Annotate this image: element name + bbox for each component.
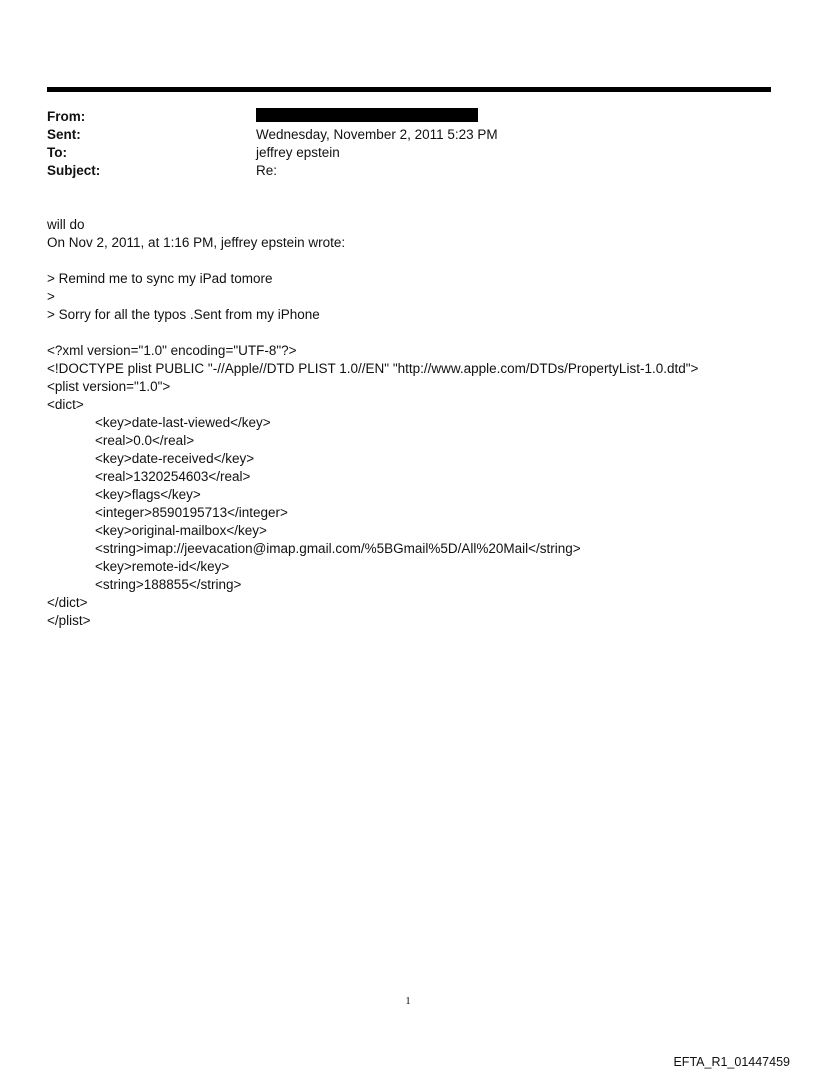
email-header [47,108,767,180]
reply-text: will do [47,217,85,232]
subject-row [47,162,767,180]
plist-close: </plist> [47,613,91,628]
doctype-line: <!DOCTYPE plist PUBLIC "-//Apple//DTD PLIST 1.0//EN" "http://www.apple.com/DTDs/PropertyList-1.0.dtd"> [47,361,699,376]
dict-entry: <string>imap://jeevacation@imap.gmail.com/%5BGmail%5D/All%20Mail</string> [95,541,581,556]
subject-value: Re: [256,163,278,178]
from-row [47,108,767,126]
quoted-line: > [47,289,55,304]
quote-intro: On Nov 2, 2011, at 1:16 PM, jeffrey epstein wrote: [47,235,346,250]
dict-close: </dict> [47,595,88,610]
from-label: From: [47,109,86,124]
quoted-line: > Sorry for all the typos .Sent from my iPhone [47,307,320,322]
quoted-line: > Remind me to sync my iPad tomore [47,271,273,286]
dict-entry: <key>remote-id</key> [95,559,230,574]
subject-label: Subject: [47,163,101,178]
xml-declaration: <?xml version="1.0" encoding="UTF-8"?> [47,343,297,358]
sent-row [47,126,767,144]
to-row [47,144,767,162]
sent-label: Sent: [47,127,81,142]
to-value: jeffrey epstein [256,145,340,160]
dict-entry: <key>date-last-viewed</key> [95,415,271,430]
dict-entry: <key>original-mailbox</key> [95,523,267,538]
dict-entry: <string>188855</string> [95,577,242,592]
to-label: To: [47,145,67,160]
dict-entry: <key>flags</key> [95,487,201,502]
dict-open: <dict> [47,397,84,412]
plist-open: <plist version="1.0"> [47,379,171,394]
dict-entry: <real>0.0</real> [95,433,195,448]
email-body [47,216,787,630]
header-divider [47,87,771,92]
document-id: EFTA_R1_01447459 [673,1055,790,1069]
dict-entry: <real>1320254603</real> [95,469,251,484]
page-number: 1 [405,995,411,1007]
redaction-box [256,108,478,122]
dict-entry: <integer>8590195713</integer> [95,505,288,520]
sent-value: Wednesday, November 2, 2011 5:23 PM [256,127,498,142]
spacer [47,324,787,342]
dict-entry: <key>date-received</key> [95,451,255,466]
spacer [47,252,787,270]
